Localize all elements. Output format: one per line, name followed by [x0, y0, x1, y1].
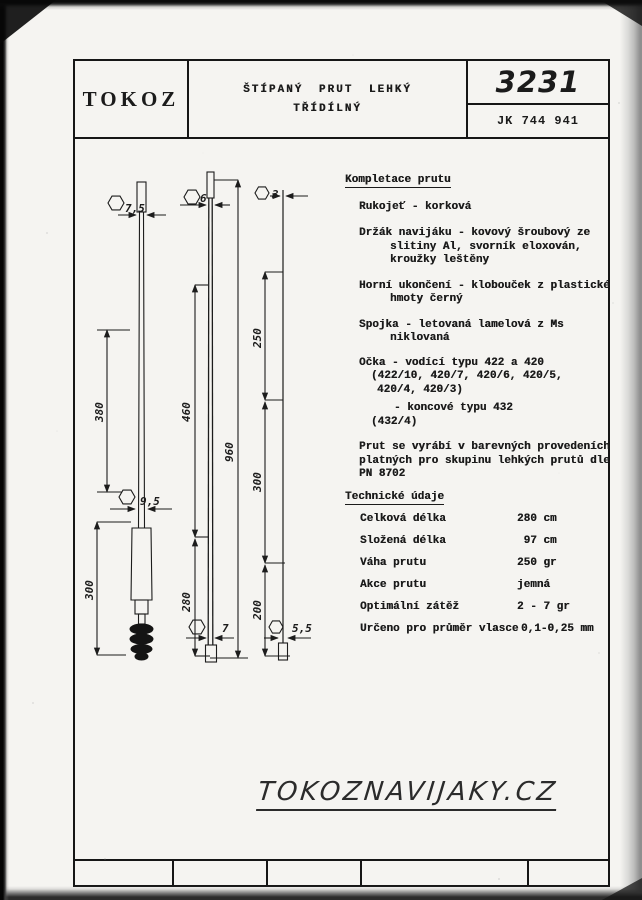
brand-logo-text: TOKOZ: [82, 86, 180, 111]
footer-strip: [75, 859, 608, 885]
rod-technical-drawing: [80, 162, 340, 682]
spec-line: (432/4): [371, 415, 418, 428]
spec-line: niklovaná: [390, 332, 450, 344]
dim-label-butt-upper-length: 380: [93, 402, 106, 422]
spec-line: - koncové typu 432: [394, 402, 513, 414]
dim-label-tip-length-2: 300: [251, 472, 264, 492]
watermark-text: TOKOZNAVIJAKY.CZ: [256, 777, 559, 807]
section-heading-technicke: Technické údaje: [345, 490, 445, 503]
table-row: [339, 552, 615, 574]
row-label: Celková délka: [360, 513, 446, 525]
table-row: [339, 596, 615, 618]
table-row: [339, 618, 615, 640]
spec-line: Rukojeť - korková: [359, 200, 472, 213]
row-value: 0,1-0,25 mm: [521, 623, 594, 635]
paper-speckles: [0, 0, 2, 2]
row-label: Akce prutu: [360, 579, 427, 591]
table-row: [339, 508, 615, 530]
dim-label-mid-diameter-top: 6: [200, 192, 207, 205]
title-block: [75, 61, 608, 139]
model-number: 3231: [468, 61, 608, 105]
spec-line: Prut se vyrábí v barevných provedeních: [359, 441, 610, 453]
dim-label-mid-upper-length: 460: [180, 402, 193, 422]
spec-line: hmoty černý: [390, 293, 463, 305]
footer-cell: [360, 861, 527, 885]
dim-label-tip-diameter-top: 3: [272, 188, 279, 201]
scan-edge-bottom: [0, 886, 642, 900]
dim-label-tip-length-3: 200: [251, 600, 264, 620]
spec-line: Horní ukončení - klobouček z plastické: [359, 279, 610, 292]
spec-line: kroužky leštěny: [390, 254, 490, 266]
row-label: Určeno pro průměr vlasce: [360, 623, 519, 635]
spec-line: 420/4, 420/3): [377, 383, 463, 396]
row-value: 2 - 7 gr: [517, 601, 570, 613]
footer-cell: [75, 861, 172, 885]
spec-line: slitiny Al, svorník eloxován,: [390, 240, 582, 253]
rod-butt-figure: [97, 182, 172, 661]
table-row: [339, 530, 615, 552]
scan-edge-right: [620, 0, 642, 900]
row-value: 250 gr: [517, 557, 557, 569]
spec-paragraph: [339, 402, 615, 429]
dim-label-tip-diameter-bottom: 5,5: [292, 622, 312, 635]
spec-line: Držák navijáku - kovový šroubový ze: [359, 227, 591, 239]
row-value: jemná: [517, 579, 551, 591]
scan-edge-left: [0, 0, 9, 900]
dim-label-butt-diameter-top: 7,5: [125, 202, 145, 215]
title-cell: [189, 61, 468, 137]
table-row: [339, 574, 615, 596]
scan-corner-top-left: [0, 0, 56, 44]
footer-cell: [266, 861, 360, 885]
spec-line: Očka - vodící typu 422 a 420: [359, 356, 544, 369]
row-label: Složená délka: [360, 535, 446, 547]
number-cell: [468, 61, 608, 137]
spec-paragraph: [339, 319, 615, 346]
spec-paragraph: [339, 227, 615, 268]
scan-corner-top-right: [600, 0, 642, 26]
dim-label-mid-total-length: 960: [223, 442, 236, 462]
spec-line: platných pro skupinu lehkých prutů dle: [359, 454, 610, 467]
rod-tip-figure: [255, 187, 311, 660]
row-value: 280 cm: [517, 513, 557, 525]
document-title-line2: TŘÍDÍLNÝ: [293, 102, 362, 115]
technical-data-table: [339, 508, 615, 640]
section-heading-kompletace: Kompletace prutu: [345, 174, 451, 186]
spec-line: Spojka - letovaná lamelová z Ms: [359, 318, 564, 331]
row-label: Optimální zátěž: [360, 601, 460, 613]
catalog-code: JK 744 941: [496, 114, 579, 128]
spec-paragraph: [339, 357, 615, 398]
spec-paragraph: [339, 441, 615, 482]
spec-line: (422/10, 420/7, 420/6, 420/5,: [371, 370, 563, 382]
row-label: Váha prutu: [360, 557, 427, 569]
dim-label-mid-lower-length: 280: [180, 592, 193, 612]
dim-label-tip-length-1: 250: [251, 328, 264, 348]
footer-cell: [172, 861, 266, 885]
spec-paragraph: [339, 280, 615, 307]
footer-cell: [527, 861, 608, 885]
dim-label-butt-diameter-mid: 9,5: [140, 495, 160, 508]
dim-label-butt-handle-length: 300: [83, 580, 96, 600]
spec-line: PN 8702: [359, 468, 406, 480]
specification-text: [339, 174, 615, 640]
row-value: 97 cm: [517, 535, 557, 547]
document-title-line1: ŠTÍPANÝ PRUT LEHKÝ: [243, 83, 412, 96]
brand-cell: [75, 61, 189, 137]
scan-edge-top: [0, 0, 642, 10]
dim-label-mid-diameter-bottom: 7: [222, 622, 229, 635]
